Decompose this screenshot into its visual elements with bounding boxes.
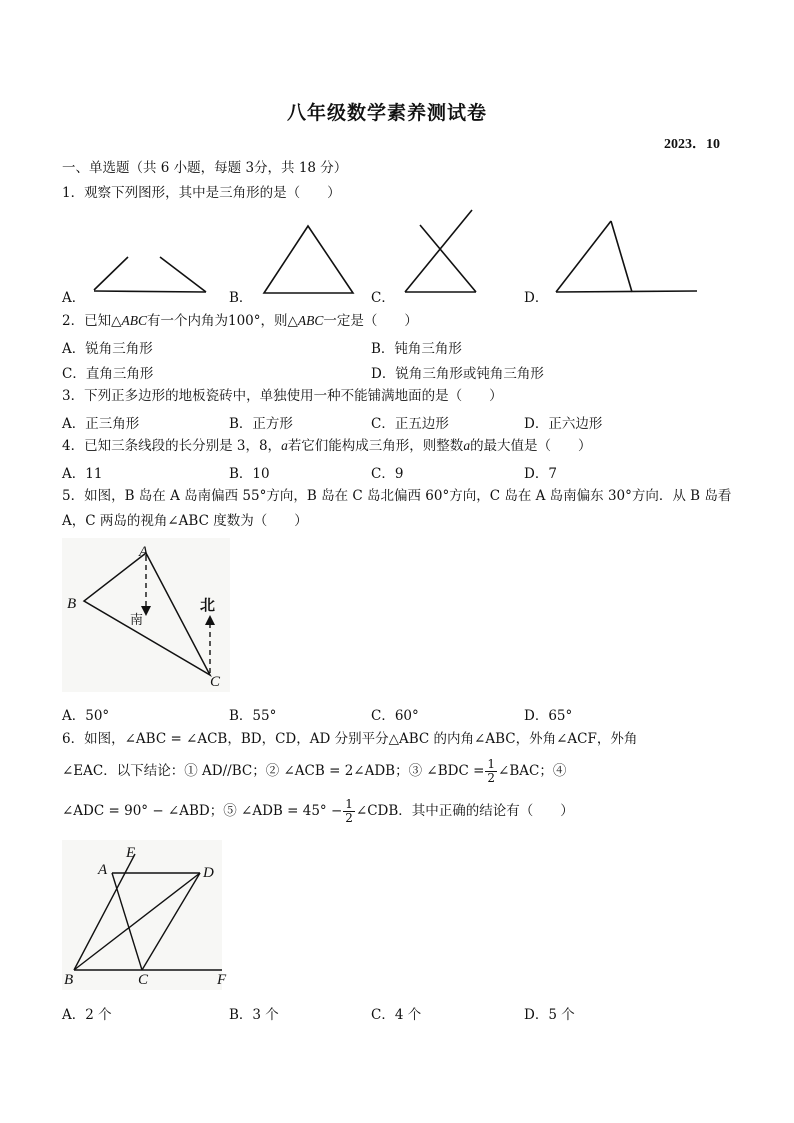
q5-label-north: 北 xyxy=(200,596,216,614)
question-6-line-3 xyxy=(62,798,574,825)
question-5-line-2: A，C 两岛的视角∠ABC 度数为（ ） xyxy=(62,513,308,529)
q3-option-c: C．正五边形 xyxy=(371,416,449,432)
q6-frac-den-1: 2 xyxy=(487,771,496,785)
question-3-stem: 3．下列正多边形的地板瓷砖中，单独使用一种不能铺满地面的是（ ） xyxy=(62,388,503,404)
q1-option-c-figure xyxy=(400,205,480,297)
question-1-stem: 1．观察下列图形，其中是三角形的是（ ） xyxy=(62,185,341,201)
q1-option-a-label: A． xyxy=(62,290,86,306)
q5-label-c: C xyxy=(210,674,221,690)
q2-stem-post: 一定是（ ） xyxy=(323,313,418,329)
q6-label-d: D xyxy=(203,865,214,881)
q6-line-3-pre: ∠ADC = 90° − ∠ABD；⑤ ∠ADB = 45° − xyxy=(62,803,343,819)
q4-option-d: D．7 xyxy=(524,466,557,482)
q1-option-b-figure xyxy=(260,222,360,297)
q6-fraction-half-2 xyxy=(343,798,355,825)
q2-stem-pre: 2．已知△ xyxy=(62,313,122,329)
question-6-line-2 xyxy=(62,758,566,785)
q6-label-c: C xyxy=(138,972,149,988)
q6-option-c: C．4 个 xyxy=(371,1007,422,1023)
q4-var-a-1: a xyxy=(281,438,288,453)
question-4-stem xyxy=(62,436,592,456)
q6-frac-num-1: 1 xyxy=(487,757,496,771)
q2-option-c: C．直角三角形 xyxy=(62,366,154,382)
q1-option-a-figure xyxy=(88,250,213,300)
q5-label-south: 南 xyxy=(130,613,144,628)
q5-figure xyxy=(62,538,232,694)
q3-option-d: D．正六边形 xyxy=(524,416,603,432)
q6-option-a: A．2 个 xyxy=(62,1007,112,1023)
question-6-line-1: 6．如图，∠ABC = ∠ACB，BD，CD，AD 分别平分△ABC 的内角∠ABC，外角∠ACF，外角 xyxy=(62,731,638,747)
q4-var-a-2: a xyxy=(463,438,471,453)
section-heading: 一、单选题（共 6 小题，每题 3分，共 18 分） xyxy=(62,160,348,176)
q5-label-b: B xyxy=(67,596,77,612)
q6-fraction-half-1 xyxy=(485,758,497,785)
q5-option-c: C．60° xyxy=(371,708,419,724)
q2-option-a: A．锐角三角形 xyxy=(62,341,153,357)
q4-option-c: C．9 xyxy=(371,466,404,482)
q2-var-abc-1: ABC xyxy=(121,313,147,328)
q2-stem-mid: 有一个内角为100°，则△ xyxy=(146,313,298,329)
q3-option-a: A．正三角形 xyxy=(62,416,140,432)
q2-option-b: B．钝角三角形 xyxy=(371,341,462,357)
q4-option-b: B．10 xyxy=(229,466,270,482)
q6-frac-num-2: 1 xyxy=(345,797,353,811)
q1-option-d-label: D． xyxy=(524,290,549,306)
q6-line-2-pre: ∠EAC．以下结论：① AD//BC；② ∠ACB = 2∠ADB；③ ∠BDC = xyxy=(62,763,485,779)
q6-option-b: B．3 个 xyxy=(229,1007,279,1023)
q1-option-c-label: C． xyxy=(371,290,395,306)
q6-line-2-post: ∠BAC；④ xyxy=(498,763,567,779)
q5-option-b: B．55° xyxy=(229,708,277,724)
q2-var-abc-2: ABC xyxy=(297,313,324,328)
q6-figure xyxy=(62,840,237,992)
q1-option-b-label: B． xyxy=(229,290,253,306)
q1-option-d-figure xyxy=(552,216,702,296)
q6-option-d: D．5 个 xyxy=(524,1007,575,1023)
q6-label-e: E xyxy=(126,845,136,861)
question-2-stem xyxy=(62,311,418,331)
q2-option-d: D．锐角三角形或钝角三角形 xyxy=(371,366,544,382)
q6-label-b: B xyxy=(64,972,74,988)
q5-option-d: D．65° xyxy=(524,708,573,724)
q6-frac-den-2: 2 xyxy=(345,811,353,825)
q6-label-a: A xyxy=(98,862,108,878)
q6-line-3-post: ∠CDB．其中正确的结论有（ ） xyxy=(355,803,574,819)
q4-stem-pre: 4．已知三条线段的长分别是 3，8， xyxy=(62,438,282,454)
exam-date: 2023．10 xyxy=(664,137,720,152)
question-5-line-1: 5．如图，B 岛在 A 岛南偏西 55°方向，B 岛在 C 岛北偏西 60°方向，C 岛在 A 岛南偏东 30°方向．从 B 岛看 xyxy=(62,488,732,504)
q4-option-a: A．11 xyxy=(62,466,103,482)
page-title: 八年级数学素养测试卷 xyxy=(287,102,488,124)
q6-label-f: F xyxy=(217,972,227,988)
q3-option-b: B．正方形 xyxy=(229,416,293,432)
q4-stem-post: 的最大值是（ ） xyxy=(470,438,592,454)
q5-option-a: A．50° xyxy=(62,708,110,724)
q5-label-a: A xyxy=(139,544,149,560)
q4-stem-mid: 若它们能构成三角形，则整数 xyxy=(287,438,464,454)
